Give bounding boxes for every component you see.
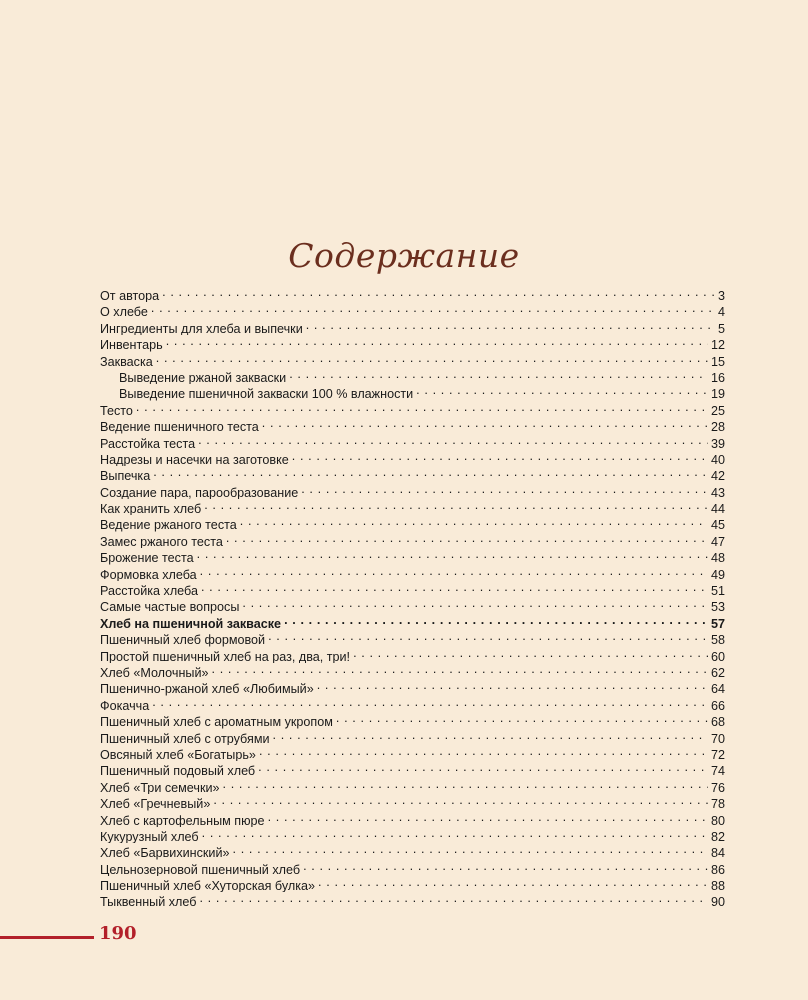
toc-entry[interactable] [100,843,725,859]
toc-entry-page: 25 [710,403,725,418]
dot-leader [202,827,708,841]
dot-leader [199,892,708,906]
dot-leader [201,581,708,595]
toc-entry-title: Замес ржаного теста [100,534,223,549]
toc-entry-title: Самые частые вопросы [100,600,240,614]
dot-leader [200,565,708,579]
dot-leader [204,499,708,513]
toc-entry[interactable] [100,696,725,712]
toc-entry-title: Расстойка теста [100,436,196,450]
toc-entry-title: Как хранить хлеб [100,502,202,516]
toc-entry-title: Брожение теста [100,551,194,565]
dot-leader [156,352,708,366]
toc-entry-title: Хлеб с картофельным пюре [100,813,265,827]
toc-entry-page: 49 [710,567,725,582]
toc-entry-page: 57 [710,616,725,631]
dot-leader [197,548,708,562]
toc-entry-page: 82 [710,829,725,844]
toc-entry[interactable] [100,811,725,827]
table-of-contents [100,286,725,909]
toc-entry-page: 62 [710,665,725,680]
page-title: Содержание [288,236,520,275]
toc-entry[interactable] [100,401,725,417]
toc-entry-page: 48 [710,551,725,565]
toc-entry-page: 72 [710,747,725,762]
dot-leader [268,630,708,644]
toc-entry[interactable] [100,450,725,466]
toc-entry-page: 19 [710,387,725,401]
toc-entry-page: 42 [710,469,725,483]
toc-entry[interactable] [100,712,725,728]
toc-entry[interactable] [100,614,725,630]
toc-entry-title: Тесто [100,403,133,418]
dot-leader [213,794,708,808]
toc-entry-page: 3 [717,289,725,303]
toc-entry[interactable] [100,483,725,499]
toc-entry[interactable] [100,515,725,531]
toc-entry-page: 68 [710,715,725,729]
toc-entry-page: 84 [710,846,725,860]
dot-leader [301,483,708,497]
toc-entry-page: 53 [710,600,725,614]
dot-leader [136,401,708,415]
toc-entry-title: Пшеничный хлеб с ароматным укропом [100,715,333,729]
toc-entry[interactable] [100,335,725,351]
toc-entry-page: 64 [710,682,725,696]
toc-entry-page: 40 [710,452,725,467]
dot-leader [306,319,715,333]
toc-entry-title: Закваска [100,354,153,368]
toc-entry-page: 12 [710,338,725,352]
toc-entry[interactable] [100,302,725,318]
toc-entry-title: Создание пара, парообразование [100,485,299,500]
toc-entry[interactable] [100,434,725,450]
toc-entry-page: 5 [717,321,725,336]
toc-entry[interactable] [100,352,725,368]
toc-entry-title: Хлеб «Три семечки» [100,780,220,795]
toc-entry-title: Овсяный хлеб «Богатырь» [100,747,256,762]
dot-leader [240,515,708,529]
toc-entry-page: 70 [710,731,725,745]
toc-entry-title: Цельнозерновой пшеничный хлеб [100,862,301,877]
dot-leader [273,729,708,743]
toc-entry-page: 90 [710,895,725,909]
toc-entry[interactable] [100,679,725,695]
dot-leader [162,286,715,300]
dot-leader [198,434,708,448]
page-number: 190 [99,923,137,944]
toc-entry-title: Ведение пшеничного теста [100,420,259,434]
dot-leader [353,647,708,661]
toc-entry[interactable] [100,499,725,515]
toc-entry[interactable] [100,745,725,761]
toc-entry-title: Хлеб на пшеничной закваске [100,616,282,631]
toc-entry[interactable] [100,581,725,597]
toc-entry-page: 76 [710,780,725,795]
dot-leader [303,860,708,874]
dot-leader [262,417,708,431]
dot-leader [258,761,708,775]
toc-entry[interactable] [100,286,725,302]
dot-leader [212,663,708,677]
toc-entry-page: 43 [710,485,725,500]
dot-leader [284,614,708,628]
toc-entry[interactable] [100,729,725,745]
toc-entry[interactable] [100,860,725,876]
toc-entry[interactable] [100,417,725,433]
toc-entry-title: Пшеничный хлеб формовой [100,633,266,647]
toc-entry[interactable] [100,466,725,482]
toc-entry-title: Хлеб «Молочный» [100,665,209,680]
toc-entry[interactable] [100,647,725,663]
dot-leader [317,679,708,693]
toc-entry[interactable] [100,761,725,777]
toc-entry-title: Инвентарь [100,338,163,352]
toc-entry-title: Ведение ржаного теста [100,518,237,532]
toc-entry[interactable] [100,597,725,613]
dot-leader [318,876,708,890]
toc-entry-title: Пшеничный хлеб «Хуторская булка» [100,879,316,893]
toc-entry-title: Кукурузный хлеб [100,829,199,844]
toc-entry-page: 47 [710,534,725,549]
toc-entry[interactable] [100,794,725,810]
toc-entry-title: Фокачча [100,698,150,713]
toc-entry[interactable] [100,892,725,908]
toc-entry[interactable] [100,532,725,548]
dot-leader [152,696,708,710]
toc-entry[interactable] [100,876,725,892]
dot-leader [223,778,708,792]
toc-entry-page: 44 [710,502,725,516]
toc-entry[interactable] [100,778,725,794]
toc-entry-page: 51 [710,584,725,598]
toc-entry-page: 28 [710,420,725,434]
toc-entry-page: 60 [710,649,725,663]
toc-entry-title: Формовка хлеба [100,567,197,582]
toc-entry-page: 45 [710,518,725,532]
toc-entry-page: 4 [717,305,725,319]
toc-entry-page: 78 [710,797,725,811]
toc-entry-page: 15 [710,354,725,368]
toc-entry[interactable] [100,565,725,581]
toc-entry-title: Тыквенный хлеб [100,895,197,909]
dot-leader [151,302,715,316]
dot-leader [242,597,708,611]
toc-entry-page: 58 [710,633,725,647]
toc-entry-page: 88 [710,879,725,893]
footer-rule [0,936,94,939]
toc-entry-title: Пшенично-ржаной хлеб «Любимый» [100,682,314,696]
toc-entry[interactable] [100,827,725,843]
dot-leader [166,335,708,349]
toc-entry-title: Выведение пшеничной закваски 100 % влажности [119,387,414,401]
dot-leader [259,745,708,759]
dot-leader [289,368,708,382]
toc-entry-page: 16 [710,370,725,385]
toc-entry-title: Хлеб «Гречневый» [100,797,211,811]
toc-entry-title: Хлеб «Барвихинский» [100,846,230,860]
toc-entry-title: Пшеничный подовый хлеб [100,764,256,778]
toc-entry-title: Выведение ржаной закваски [119,370,287,385]
toc-entry-title: Расстойка хлеба [100,584,198,598]
toc-entry[interactable] [100,368,725,384]
toc-entry-title: Ингредиенты для хлеба и выпечки [100,321,303,336]
dot-leader [226,532,708,546]
toc-entry-title: От автора [100,289,160,303]
toc-entry[interactable] [100,630,725,646]
toc-entry-page: 86 [710,862,725,877]
dot-leader [416,384,708,398]
toc-entry[interactable] [100,319,725,335]
toc-entry-title: Надрезы и насечки на заготовке [100,452,289,467]
toc-entry-page: 80 [710,813,725,827]
toc-entry-title: Пшеничный хлеб с отрубями [100,731,270,745]
toc-entry-title: О хлебе [100,305,148,319]
toc-entry-page: 74 [710,764,725,778]
dot-leader [153,466,708,480]
toc-entry[interactable] [100,384,725,400]
dot-leader [292,450,708,464]
toc-entry[interactable] [100,663,725,679]
toc-entry-page: 39 [710,436,725,450]
dot-leader [233,843,708,857]
toc-entry-title: Выпечка [100,469,151,483]
dot-leader [268,811,708,825]
toc-entry[interactable] [100,548,725,564]
toc-entry-title: Простой пшеничный хлеб на раз, два, три! [100,649,351,663]
dot-leader [336,712,708,726]
toc-entry-page: 66 [710,698,725,713]
